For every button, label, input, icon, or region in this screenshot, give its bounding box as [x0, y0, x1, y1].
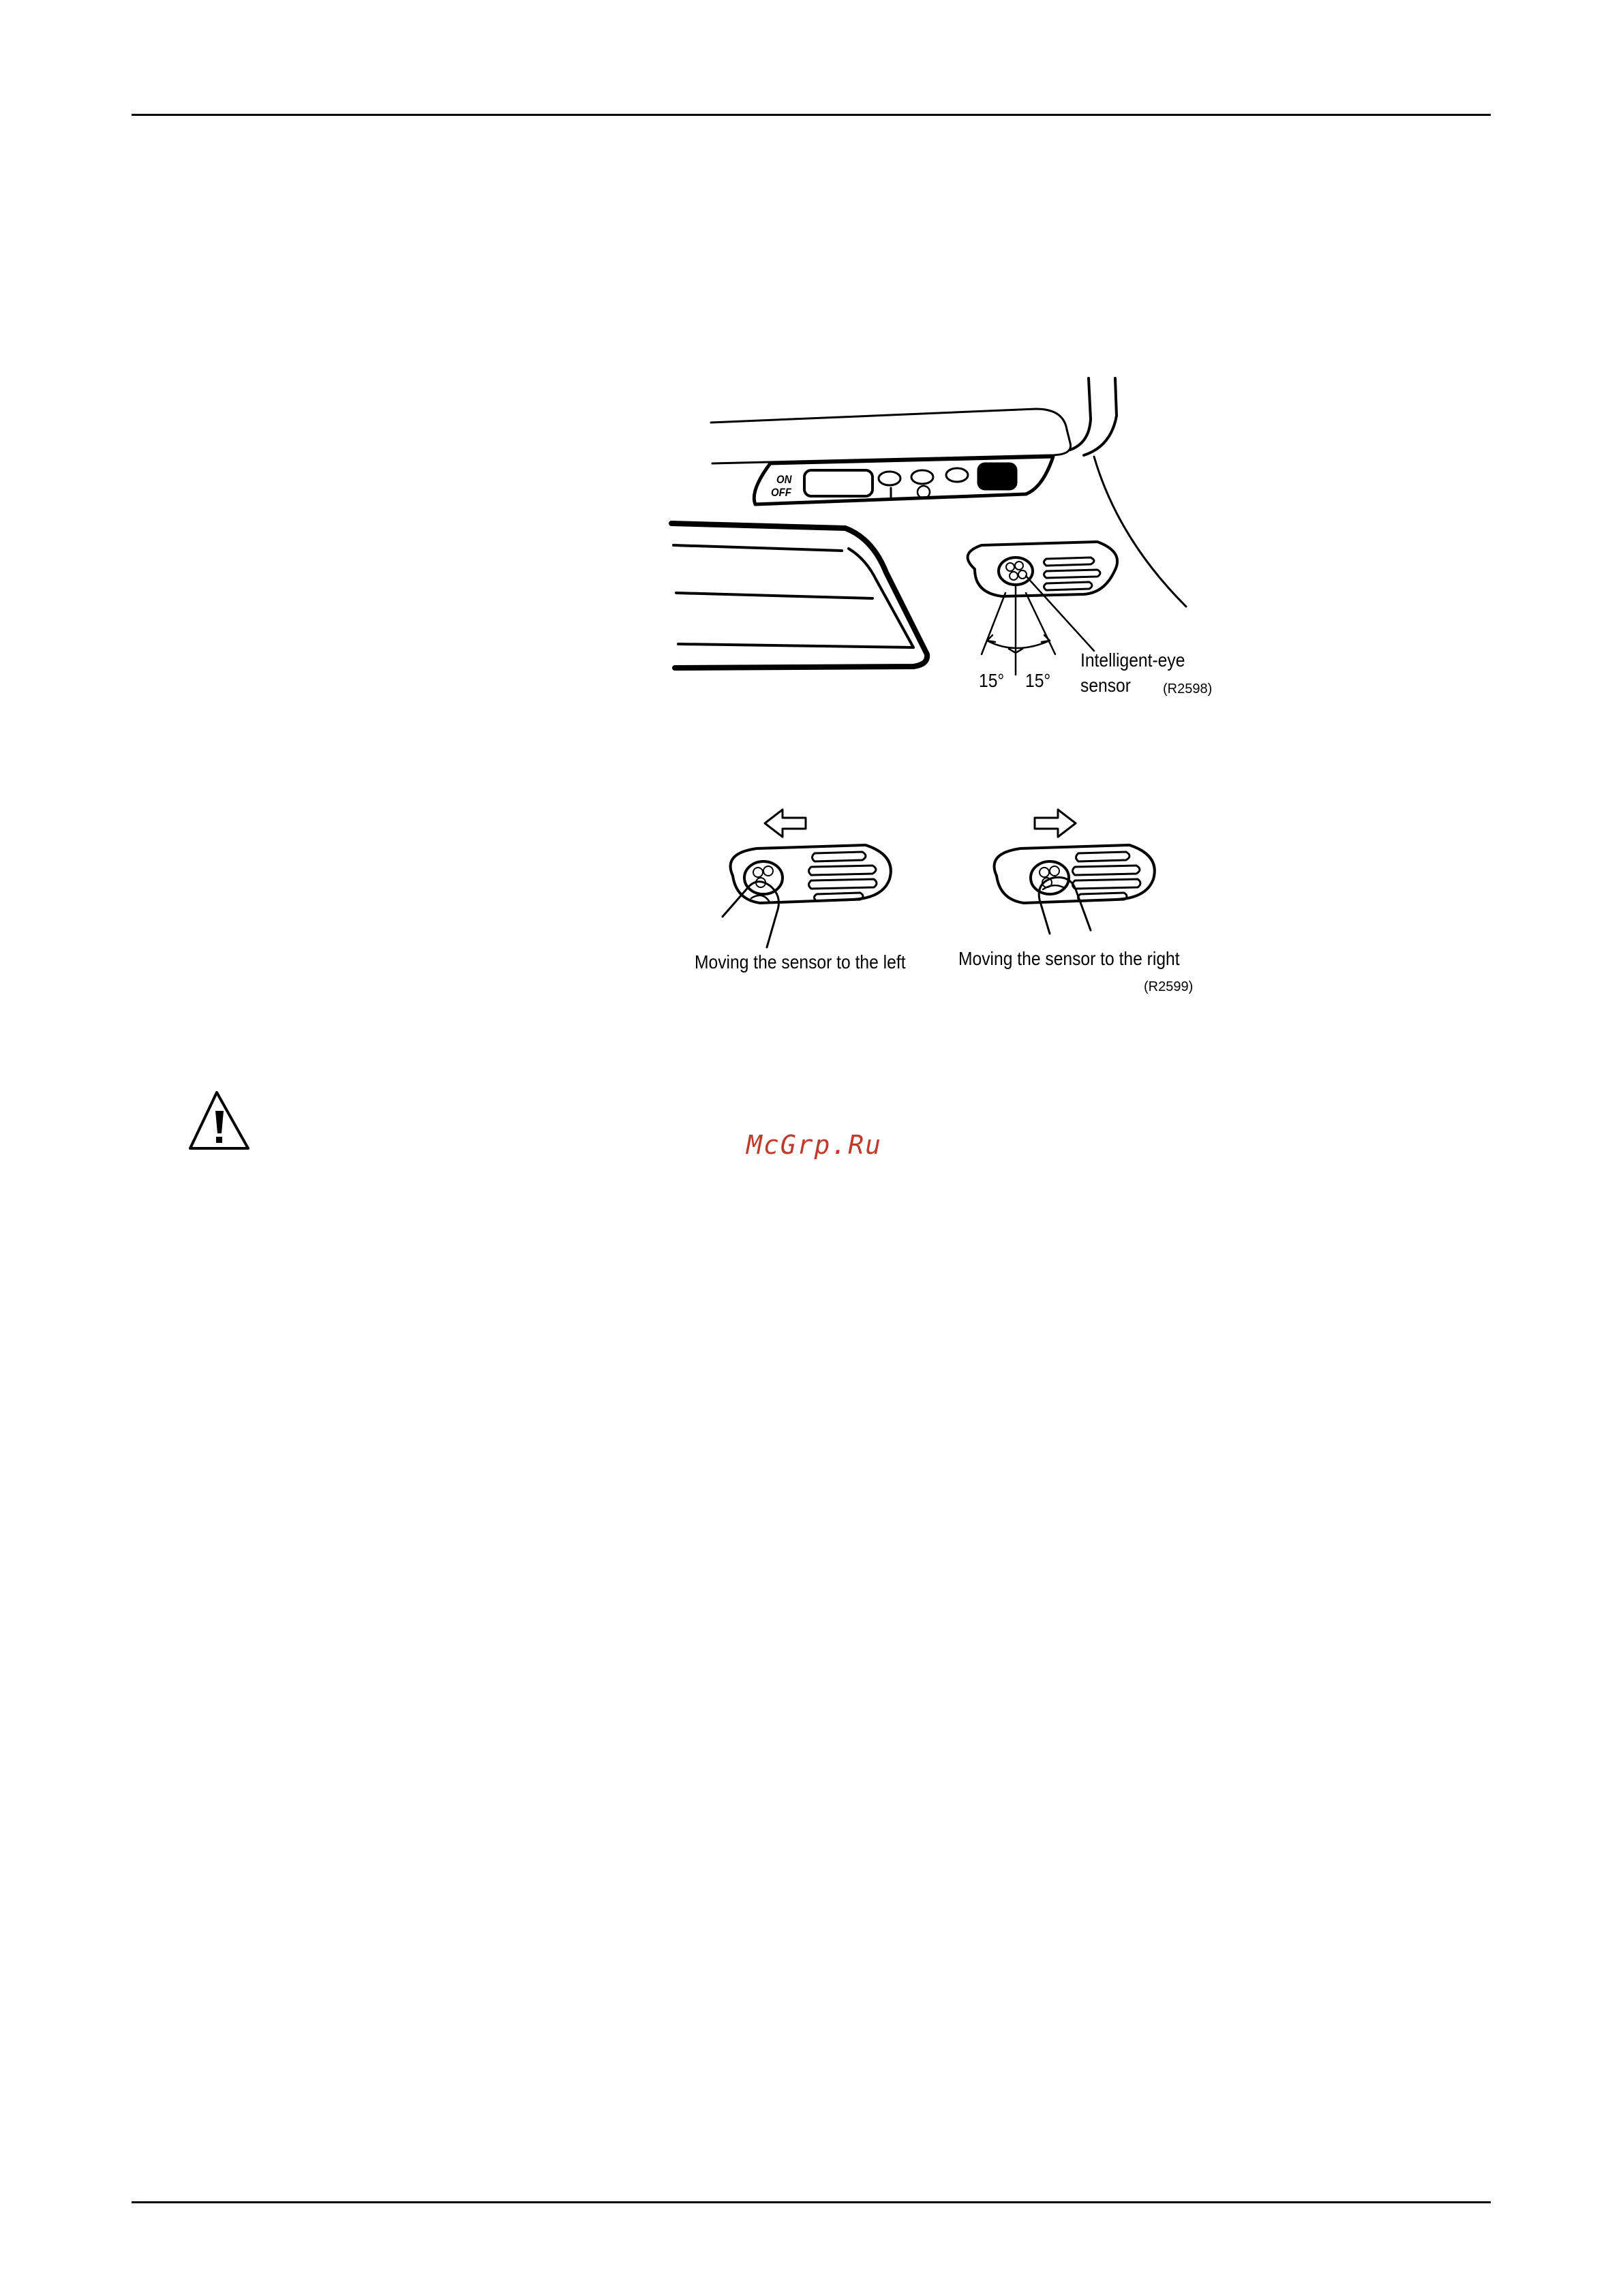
- caption-move-right: Moving the sensor to the right: [958, 948, 1180, 969]
- figure2-ref: (R2599): [1144, 979, 1194, 994]
- watermark: McGrp.Ru: [746, 1130, 883, 1160]
- panel-off-label: OFF: [771, 486, 791, 499]
- angle-label-right: 15°: [1025, 670, 1051, 691]
- caption-move-left: Moving the sensor to the left: [695, 951, 906, 973]
- panel-on-label: ON: [776, 473, 792, 486]
- angle-label-left: 15°: [979, 670, 1005, 691]
- sensor-label-line1: Intelligent-eye: [1080, 649, 1185, 671]
- figure1-ref: (R2598): [1163, 682, 1213, 697]
- sensor-label-line2: sensor: [1080, 675, 1131, 696]
